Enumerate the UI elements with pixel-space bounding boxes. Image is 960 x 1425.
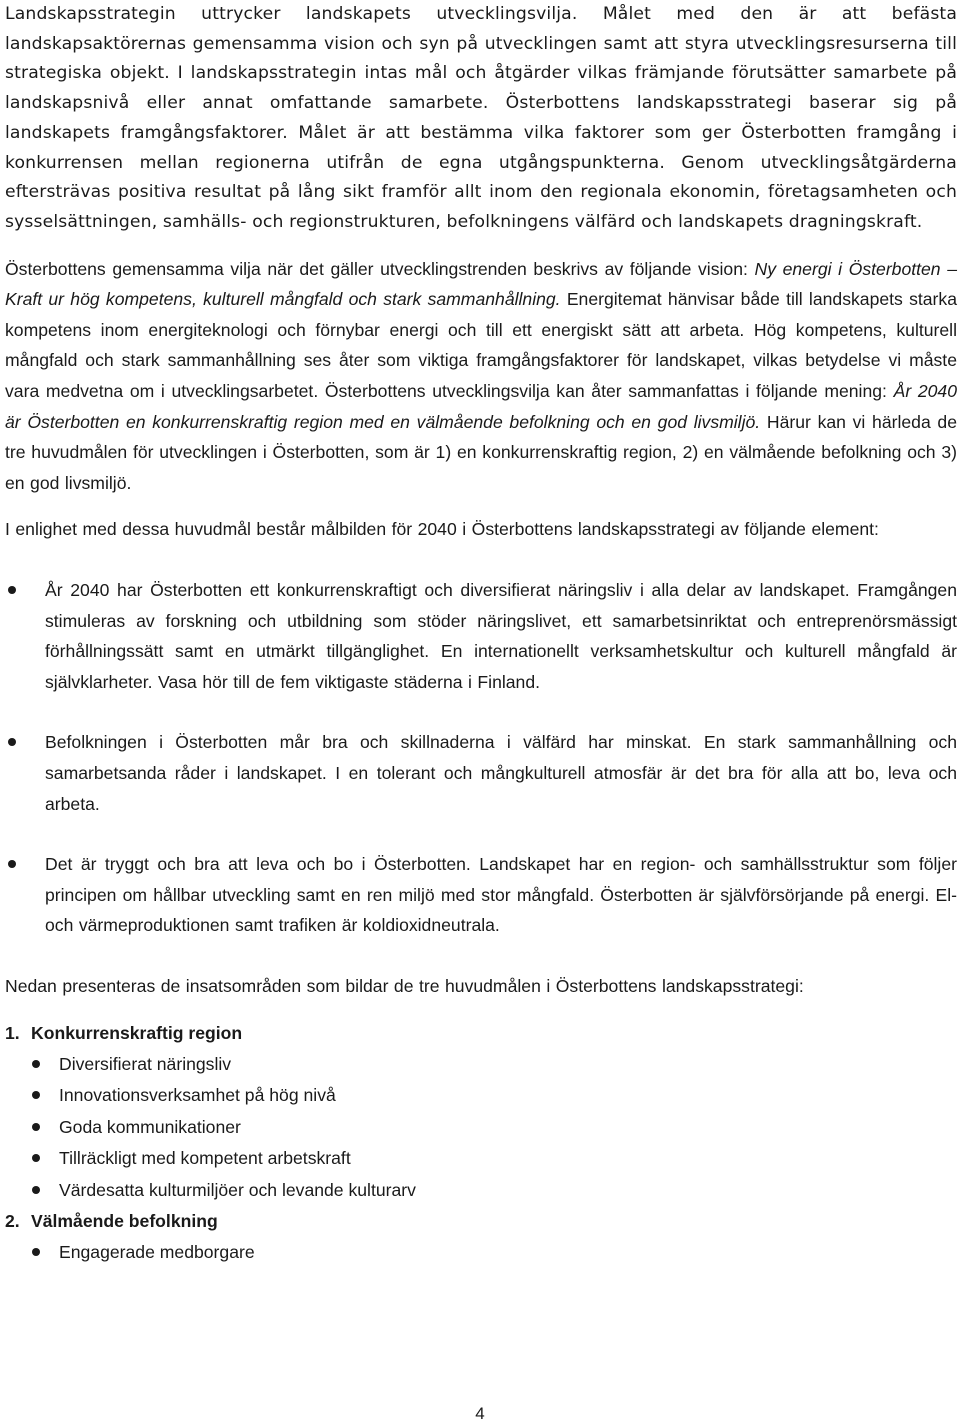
goal-bullet-list [5,575,957,941]
focus-area-item: Värdesatta kulturmiljöer och levande kulturarv [5,1175,957,1207]
focus-area-list [5,1049,957,1207]
goal-bullet-item: Det är tryggt och bra att leva och bo i Österbotten. Landskapet har en region- och samhällsstruktur som följer principen om hållbar utveckling samt en ren miljö med stor mångfald. Österbotten är självförsörjande på energi. El- och värmeproduktionen samt trafiken är koldioxidneutrala. [5,849,957,941]
focus-area-item: Goda kommunikationer [5,1112,957,1144]
section-title: Konkurrenskraftig region [31,1022,243,1043]
focus-area-item: Innovationsverksamhet på hög nivå [5,1080,957,1112]
section-title: Välmående befolkning [31,1211,218,1232]
focus-area-item: Engagerade medborgare [5,1237,957,1269]
vision-lead-text: Österbottens gemensamma vilja när det gäller utvecklingstrenden beskrivs av följande vision: [5,258,755,279]
section-number: 2. [5,1211,20,1232]
development-motto: År 2040 är Österbotten en konkurrenskraftig region med en välmående befolkning och en god livsmiljö. [5,381,957,432]
goal-bullet-item: Befolkningen i Österbotten mår bra och skillnaderna i välfärd har minskat. En stark sammanhållning och samarbetsanda råder i landskapet. I en tolerant och mångkulturell atmosfär är det bra för alla att bo, leva och arbeta. [5,727,957,819]
paragraph-strategy-purpose: Landskapsstrategin uttrycker landskapets utvecklingsvilja. Målet med den är att befästa landskapsaktörernas gemensamma vision och syn på utvecklingen samt att styra utvecklingsresurserna till strategiska objekt. I landskapsstrategin intas mål och åtgärder vilkas främjande förutsätter samarbete på landskapsnivå eller annat omfattande samarbete. Österbottens landskapsstrategi baserar sig på landskapets framgångsfaktorer. Målet är att bestämma vilka faktorer som ger Österbotten framgång i konkurrensen mellan regionerna utifrån de egna utgångspunkterna. Genom utvecklingsåtgärderna eftersträvas positiva resultat på lång sikt framför allt inom den regionala ekonomin, företagsamheten och sysselsättningen, samhälls- och regionstrukturen, befolkningens välfärd och landskapets dragningskraft. [5,4,957,232]
section-number: 1. [5,1022,20,1043]
goal-bullet-item: År 2040 har Österbotten ett konkurrenskraftigt och diversifierat näringsliv i alla delar av landskapet. Framgången stimuleras av forskning och utbildning som stöder näringslivet, ett samarbetsinriktat och entreprenörsmässigt förhållningssätt samt en utmärkt tillgänglighet. En internationellt verksamhetskultur och kulturell mångfald är självklarheter. Vasa hör till de fem viktigaste städerna i Finland. [5,575,957,697]
vision-explanation-text: Energitemat hänvisar både till landskapets starka kompetens inom energiteknologi och förnybar energi och till ett energiskt sätt att arbeta. Hög kompetens, kulturell mångfald och stark sammanhållning ses åter som viktiga framgångsfaktorer för landskapet, vilkas betydelse vi måste vara medvetna om i utvecklingsarbetet. Österbottens utvecklingsvilja kan åter sammanfattas i följande mening: [5,289,957,401]
section-heading-wellbeing-population [5,1206,957,1237]
paragraph-focus-areas-intro: Nedan presenteras de insatsområden som bildar de tre huvudmålen i Österbottens landskapsstrategi: [5,975,804,996]
paragraph-vision [5,254,957,499]
document-page [5,0,957,1269]
focus-area-item: Diversifierat näringsliv [5,1049,957,1081]
focus-area-item: Tillräckligt med kompetent arbetskraft [5,1143,957,1175]
section-heading-competitive-region [5,1018,957,1049]
focus-area-list [5,1237,957,1269]
paragraph-target-image: I enlighet med dessa huvudmål består målbilden för 2040 i Österbottens landskapsstrategi av följande element: [5,519,879,540]
main-goals-text: Härur kan vi härleda de tre huvudmålen för utvecklingen i Österbotten, som är 1) en konkurrenskraftig region, 2) en välmående befolkning och 3) en god livsmiljö. [5,411,957,493]
vision-statement: Ny energi i Österbotten – Kraft ur hög kompetens, kulturell mångfald och stark sammanhållning. [5,258,957,310]
page-number: 4 [475,1404,485,1423]
